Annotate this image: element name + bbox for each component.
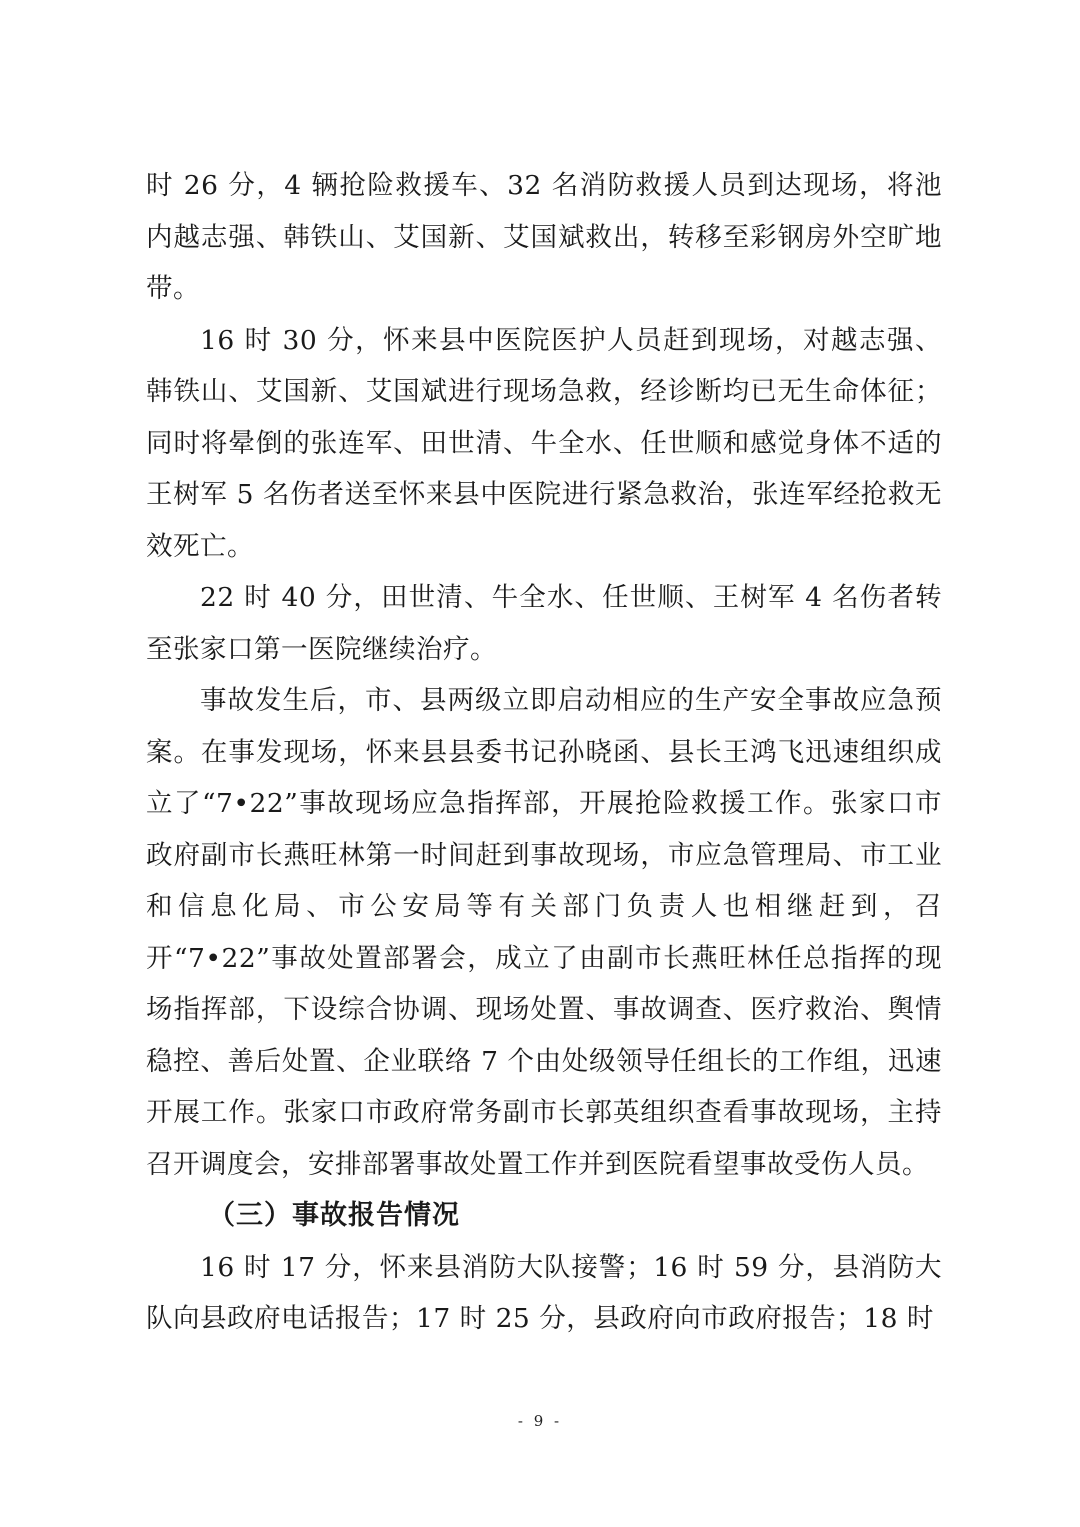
document-body (146, 160, 942, 1345)
page-number: - 9 - (517, 1412, 563, 1430)
paragraph-medical-response: 16 时 30 分，怀来县中医院医护人员赶到现场，对越志强、韩铁山、艾国新、艾国斌进行现场急救，经诊断均已无生命体征；同时将晕倒的张连军、田世清、牛全水、任世顺和感觉身体不适的王树军 5 名伤者送至怀来县中医院进行紧急救治，张连军经抢救无效死亡。 (146, 324, 942, 562)
paragraph-emergency-command: 事故发生后，市、县两级立即启动相应的生产安全事故应急预案。在事发现场，怀来县县委书记孙晓函、县长王鸿飞迅速组织成立了“7•22”事故现场应急指挥部，开展抢险救援工作。张家口市政府副市长燕旺林第一时间赶到事故现场，市应急管理局、市工业和信息化局、市公安局等有关部门负责人也相继赶到，召开“7•22”事故处置部署会，成立了由副市长燕旺林任总指挥的现场指挥部，下设综合协调、现场处置、事故调查、医疗救治、舆情稳控、善后处置、企业联络 7 个由处级领导任组长的工作组，迅速开展工作。张家口市政府常务副市长郭英组织查看事故现场，主持召开调度会，安排部署事故处置工作并到医院看望事故受伤人员。 (146, 685, 942, 1180)
paragraph-rescue-arrival: 时 26 分，4 辆抢险救援车、32 名消防救援人员到达现场，将池内越志强、韩铁山、艾国新、艾国斌救出，转移至彩钢房外空旷地带。 (146, 170, 942, 304)
paragraph-hospital-transfer: 22 时 40 分，田世清、牛全水、任世顺、王树军 4 名伤者转至张家口第一医院继续治疗。 (146, 582, 942, 665)
section-heading: （三）事故报告情况 (208, 1200, 460, 1231)
paragraph-accident-report: 16 时 17 分，怀来县消防大队接警；16 时 59 分，县消防大队向县政府电话报告；17 时 25 分，县政府向市政府报告；18 时 (146, 1251, 942, 1334)
